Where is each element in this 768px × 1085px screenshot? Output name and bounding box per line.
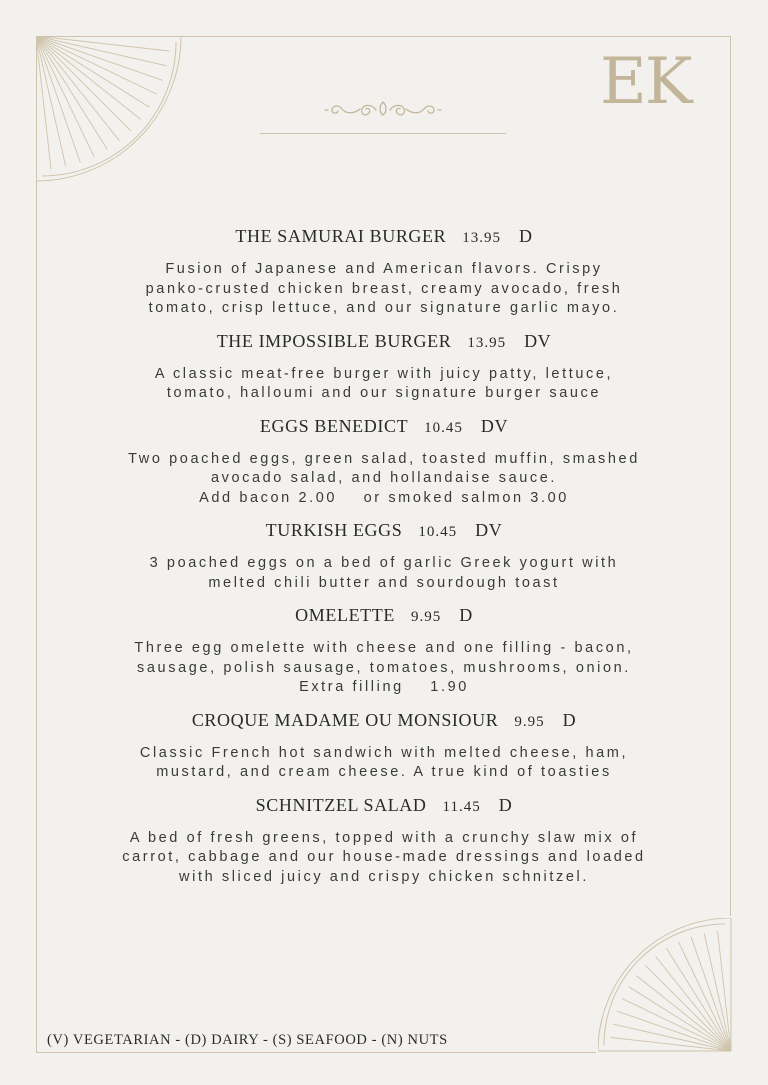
menu-item-name: SCHNITZEL SALAD: [255, 794, 427, 815]
frame-left-line: [36, 36, 37, 1053]
description-line: 3 poached eggs on a bed of garlic Greek yogurt with: [149, 555, 619, 571]
menu-item-price: 10.45: [418, 524, 458, 540]
menu-item-description: [80, 365, 688, 404]
menu-item: [80, 412, 688, 509]
description-line: A bed of fresh greens, topped with a crunchy slaw mix of: [129, 829, 639, 846]
menu-item-dietary-tags: D: [498, 794, 513, 815]
menu-item-dietary-tags: D: [459, 605, 473, 625]
description-line: Add bacon 2.00 or smoked salmon 3.00: [199, 489, 569, 506]
menu-item-description: [80, 260, 688, 319]
description-line: carrot, cabbage and our house-made dressings and loaded: [122, 849, 646, 865]
description-line: tomato, crisp lettuce, and our signature garlic mayo.: [148, 300, 620, 316]
menu-item-name: EGGS BENEDICT: [259, 415, 409, 436]
menu-list: [80, 222, 688, 887]
menu-item-price: 13.95: [467, 334, 507, 351]
description-line: mustard, and cream cheese. A true kind of toasties: [156, 764, 612, 780]
menu-item: [80, 327, 688, 404]
description-line: panko-crusted chicken breast, creamy avocado, fresh: [145, 280, 623, 297]
description-line: tomato, halloumi and our signature burger sauce: [166, 385, 602, 401]
menu-item-title: [80, 706, 688, 734]
description-line: Three egg omelette with cheese and one filling - bacon,: [134, 640, 634, 656]
menu-item-description: [80, 554, 688, 593]
menu-item-dietary-tags: DV: [475, 520, 503, 540]
menu-item-title: [80, 222, 688, 250]
description-line: melted chili butter and sourdough toast: [208, 574, 560, 591]
menu-item-description: [80, 450, 688, 509]
menu-item-price: 11.45: [442, 798, 481, 815]
art-deco-corner-top-left-icon: [36, 36, 182, 182]
menu-item: [80, 791, 688, 888]
menu-item-dietary-tags: DV: [524, 330, 552, 351]
description-line: avocado salad, and hollandaise sauce.: [210, 470, 558, 486]
menu-item-title: [80, 601, 688, 629]
menu-item: [80, 516, 688, 593]
menu-item-title: [80, 516, 688, 544]
menu-item: [80, 222, 688, 319]
menu-item-price: 9.95: [514, 713, 545, 730]
menu-item-name: THE IMPOSSIBLE BURGER: [216, 330, 452, 351]
menu-item-dietary-tags: D: [562, 709, 577, 730]
menu-item-title: [80, 412, 688, 440]
menu-item-description: [80, 639, 688, 698]
menu-item-name: OMELETTE: [295, 605, 395, 625]
menu-item-price: 10.45: [424, 419, 463, 436]
description-line: Two poached eggs, green salad, toasted muffin, smashed: [128, 450, 640, 467]
menu-item-dietary-tags: DV: [480, 415, 509, 436]
description-line: A classic meat-free burger with juicy patty, lettuce,: [154, 365, 614, 382]
menu-item-name: CROQUE MADAME OU MONSIOUR: [191, 709, 499, 730]
menu-item-title: [80, 791, 688, 819]
description-line: sausage, polish sausage, tomatoes, mushrooms, onion.: [137, 659, 631, 676]
menu-item-description: [80, 744, 688, 783]
art-deco-corner-bottom-right-icon: [598, 918, 732, 1052]
brand-logo: EK: [600, 45, 691, 119]
menu-item-description: [80, 829, 688, 888]
menu-item-name: TURKISH EGGS: [265, 520, 403, 540]
dietary-legend: (V) VEGETARIAN - (D) DAIRY - (S) SEAFOOD - (N) NUTS: [47, 1032, 448, 1048]
menu-item: [80, 601, 688, 698]
menu-item-price: 13.95: [462, 230, 501, 246]
menu-item-name: THE SAMURAI BURGER: [235, 226, 447, 246]
ornament-divider-line: [260, 133, 506, 134]
frame-right-line: [730, 36, 731, 916]
description-line: Fusion of Japanese and American flavors. Crispy: [165, 261, 603, 277]
menu-item: [80, 706, 688, 783]
description-line: with sliced juicy and crispy chicken schnitzel.: [179, 868, 589, 885]
description-line: Classic French hot sandwich with melted cheese, ham,: [139, 744, 629, 761]
menu-item-price: 9.95: [410, 609, 442, 625]
menu-item-title: [80, 327, 688, 355]
menu-item-dietary-tags: D: [518, 226, 533, 246]
description-line: Extra filling 1.90: [299, 679, 469, 695]
flourish-ornament-icon: [324, 96, 442, 122]
frame-bottom-line: [36, 1052, 596, 1053]
